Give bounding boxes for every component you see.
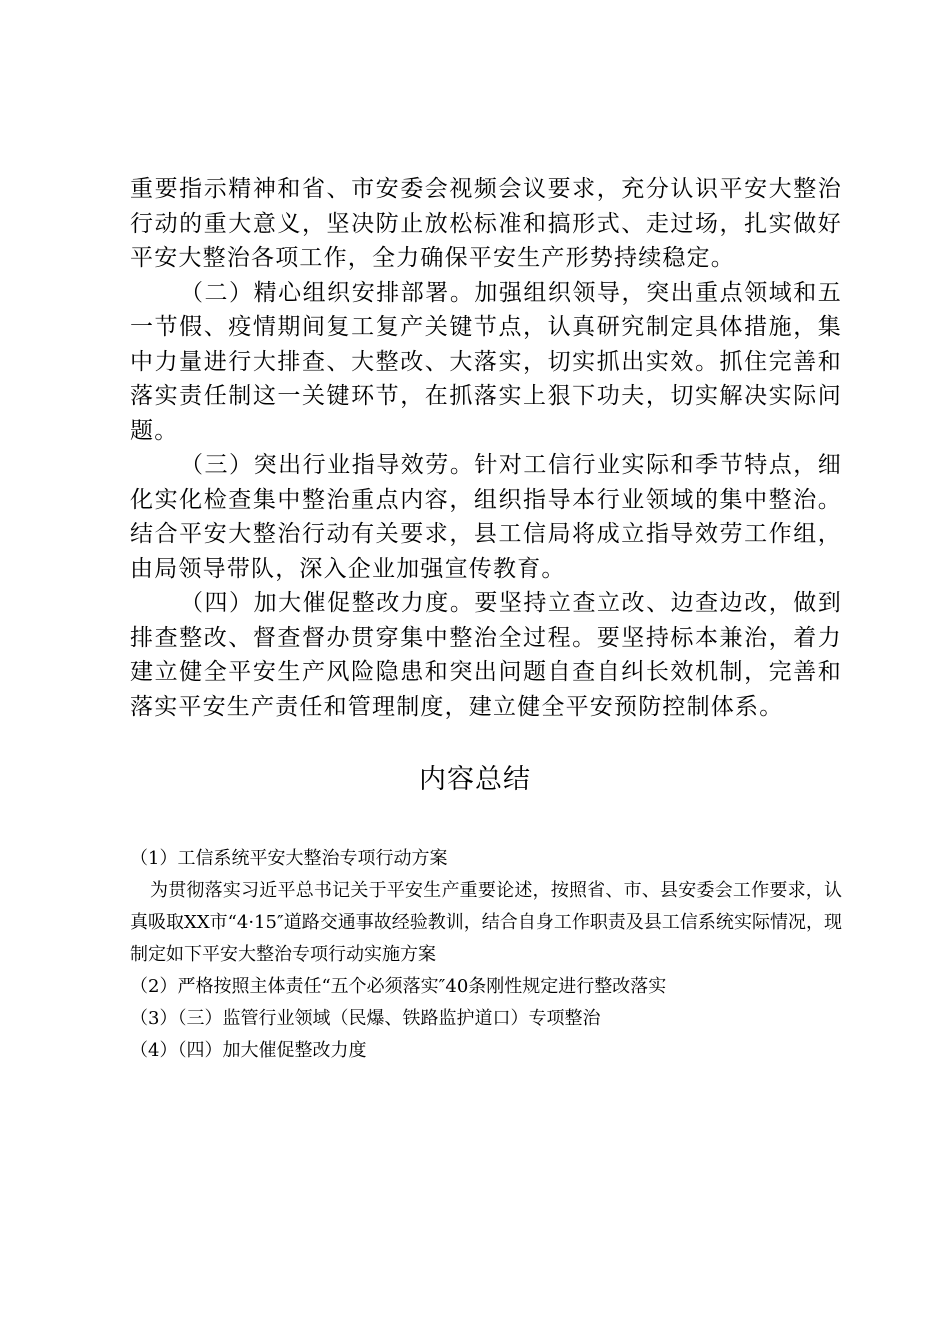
body-text — [130, 172, 842, 724]
paragraph-3: （三）突出行业指导效劳。针对工信行业实际和季节特点，细化实化检查集中整治重点内容，组织指导本行业领域的集中整治。结合平安大整治行动有关要求，县工信局将成立指导效劳工作组，由局领导带队，深入企业加强宣传教育。 — [130, 452, 842, 582]
summary-list — [130, 843, 842, 1067]
summary-item-4: （4）（四）加大催促整改力度 — [130, 1040, 367, 1061]
summary-item-1: （1）工信系统平安大整治专项行动方案 — [130, 848, 448, 869]
paragraph-2: （二）精心组织安排部署。加强组织领导，突出重点领域和五一节假、疫情期间复工复产关键节点，认真研究制定具体措施，集中力量进行大排查、大整改、大落实，切实抓出实效。抓住完善和落实责任制这一关键环节，在抓落实上狠下功夫，切实解决实际问题。 — [130, 279, 842, 444]
paragraph-1: 重要指示精神和省、市安委会视频会议要求，充分认识平安大整治行动的重大意义，坚决防止放松标准和搞形式、走过场，扎实做好平安大整治各项工作，全力确保平安生产形势持续稳定。 — [130, 176, 842, 271]
paragraph-4: （四）加大催促整改力度。要坚持立查立改、边查边改，做到排查整改、督查督办贯穿集中整治全过程。要坚持标本兼治，着力建立健全平安生产风险隐患和突出问题自查自纠长效机制，完善和落实平安生产责任和管理制度，建立健全平安预防控制体系。 — [130, 590, 842, 720]
summary-title: 内容总结 — [419, 764, 531, 795]
summary-item-1-detail: 为贯彻落实习近平总书记关于平安生产重要论述，按照省、市、县安委会工作要求，认真吸取XX市“4·15″道路交通事故经验教训，结合自身工作职责及县工信系统实际情况，现制定如下平安大整治专项行动实施方案 — [130, 880, 842, 965]
summary-item-3: （3）（三）监管行业领域（民爆、铁路监护道口）专项整治 — [130, 1008, 601, 1029]
summary-item-2: （2）严格按照主体责任“五个必须落实″40条刚性规定进行整改落实 — [130, 976, 667, 997]
